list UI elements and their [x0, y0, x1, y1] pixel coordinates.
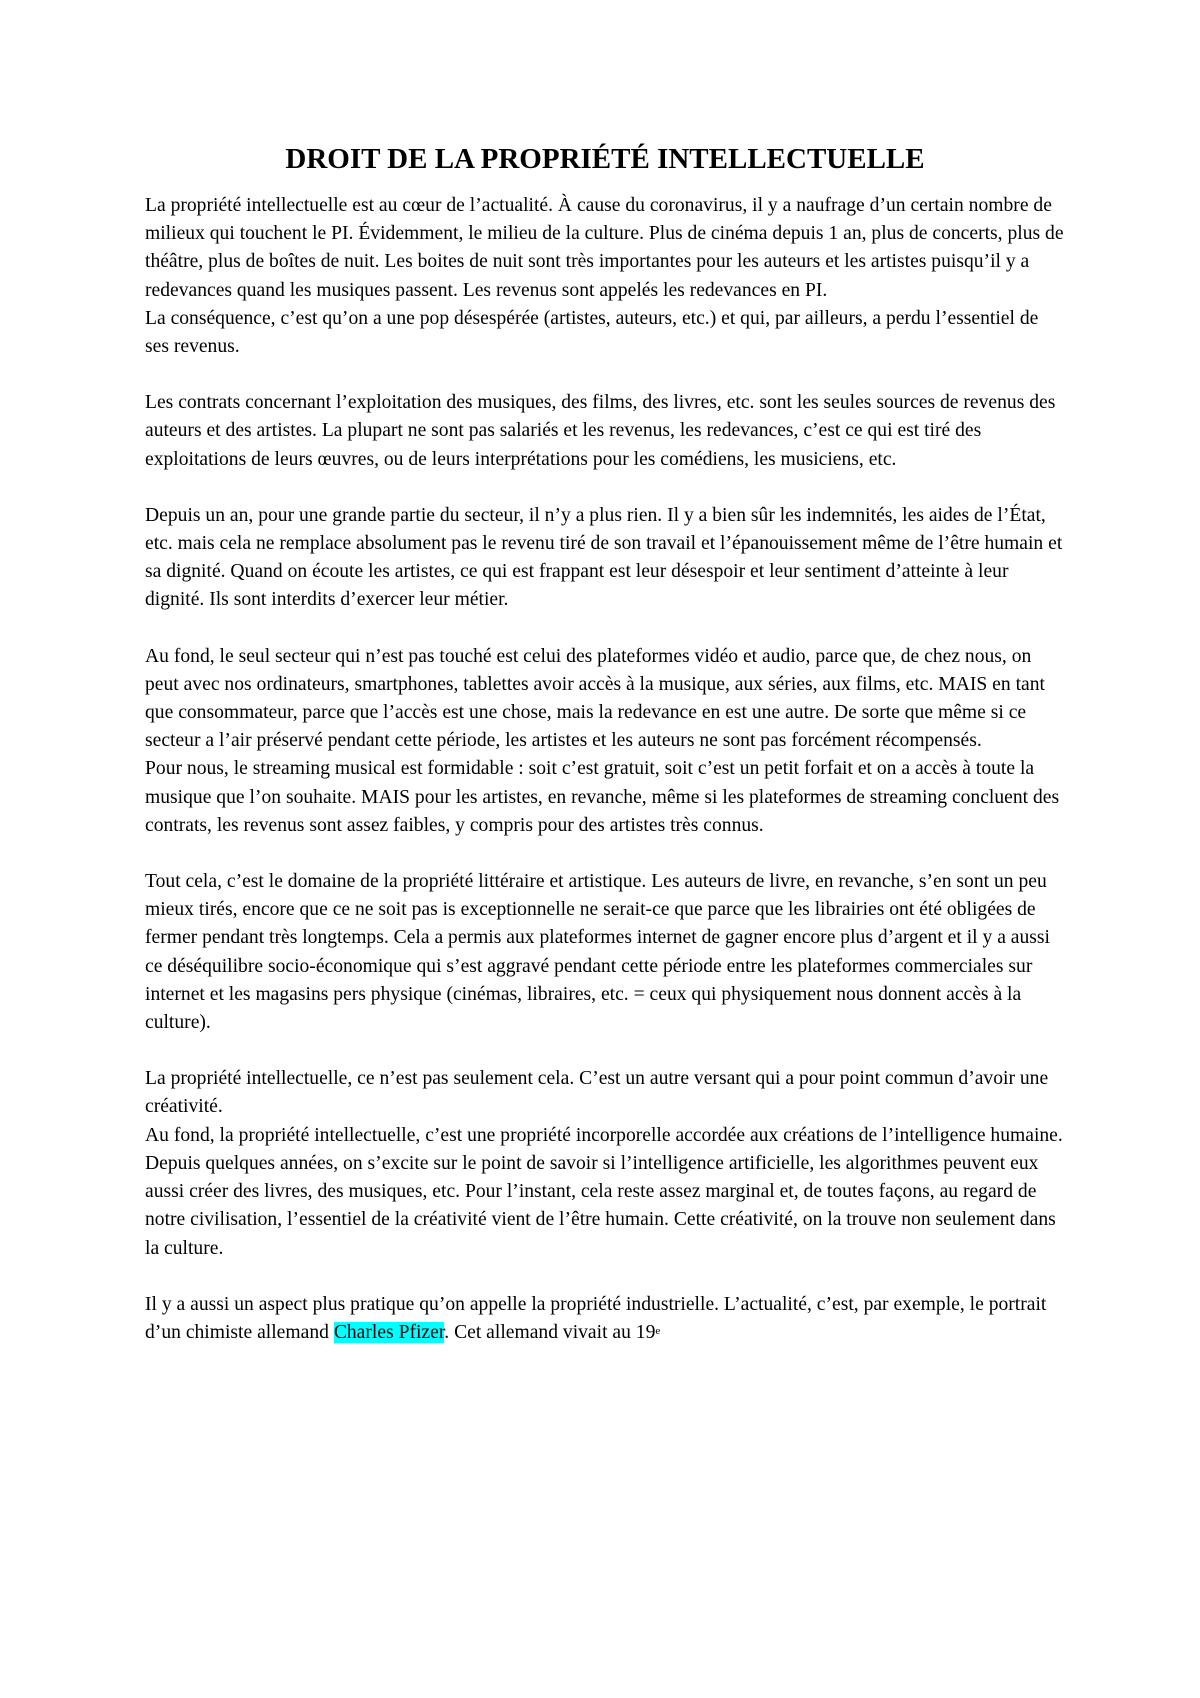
paragraph-10 — [145, 1291, 1065, 1347]
paragraph-9: Au fond, la propriété intellectuelle, c’est une propriété incorporelle accordée aux créations de l’intelligence humaine. Depuis quelques années, on s’excite sur le point de savoir si l’intelligence artificielle, les algorithmes peuvent eux aussi créer des livres, des musiques, etc. Pour l’instant, cela reste assez marginal et, de toutes façons, au regard de notre civilisation, l’essentiel de la créativité vient de l’être humain. Cette créativité, on la trouve non seulement dans la culture. — [145, 1124, 1063, 1259]
paragraph-4: Depuis un an, pour une grande partie du secteur, il n’y a plus rien. Il y a bien sûr les indemnités, les aides de l’État, etc. mais cela ne remplace absolument pas le revenu tiré de son travail et l’épanouissement même de l’être humain et sa dignité. Quand on écoute les artistes, ce qui est frappant est leur désespoir et leur sentiment d’atteinte à leur dignité. Ils sont interdits d’exercer leur métier. — [145, 504, 1063, 611]
paragraph-2: La conséquence, c’est qu’on a une pop désespérée (artistes, auteurs, etc.) et qui, par ailleurs, a perdu l’essentiel de ses revenus. — [145, 307, 1039, 358]
paragraph-8: La propriété intellectuelle, ce n’est pas seulement cela. C’est un autre versant qui a pour point commun d’avoir une créativité. — [145, 1068, 1049, 1118]
paragraph-3: Les contrats concernant l’exploitation des musiques, des films, des livres, etc. sont les seules sources de revenus des auteurs et des artistes. La plupart ne sont pas salariés et les revenus, les redevances, c’est ce qui est tiré des exploitations de leurs œuvres, ou de leurs interprétations pour les comédiens, les musiciens, etc. — [145, 392, 1056, 470]
paragraph-10-text: Il y a aussi un aspect plus pratique qu’on appelle la propriété industrielle. L’actualité, c’est, par exemple, le portrait d’un chimiste allemand — [145, 1293, 1047, 1343]
document-title: DROIT DE LA PROPRIÉTÉ INTELLECTUELLE — [285, 143, 925, 175]
paragraph-7: Tout cela, c’est le domaine de la propriété littéraire et artistique. Les auteurs de livre, en revanche, s’en sont un peu mieux tirés, encore que ce ne soit pas is exceptionnelle ne serait-ce que parce que les librairies ont été obligées de fermer pendant très longtemps. Cela a permis aux plateformes internet de gagner encore plus d’argent et il y a aussi ce déséquilibre socio-économique qui s’est aggravé pendant cette période entre les plateformes commerciales sur internet et les magasins pers physique (cinémas, libraires, etc. = ceux qui physiquement nous donnent accès à la culture). — [145, 871, 1050, 1034]
paragraph-1: La propriété intellectuelle est au cœur de l’actualité. À cause du coronavirus, il y a naufrage d’un certain nombre de milieux qui touchent le PI. Évidemment, le milieu de la culture. Plus de cinéma depuis 1 an, plus de concerts, plus de théâtre, plus de boîtes de nuit. Les boites de nuit sont très importantes pour les auteurs et les artistes puisqu’il y a redevances quand les musiques passent. Les revenus sont appelés les redevances en PI. — [145, 195, 1064, 301]
paragraph-spacer — [145, 474, 1065, 502]
paragraph-6: Pour nous, le streaming musical est formidable : soit c’est gratuit, soit c’est un petit forfait et on a accès à toute la musique que l’on souhaite. MAIS pour les artistes, en revanche, même si les plateformes de streaming concluent des contrats, les revenus sont assez faibles, y compris pour des artistes très connus. — [145, 758, 1060, 836]
paragraph-spacer — [145, 615, 1065, 643]
paragraph-5: Au fond, le seul secteur qui n’est pas touché est celui des plateformes vidéo et audio, parce que, de chez nous, on peut avec nos ordinateurs, smartphones, tablettes avoir accès à la musique, aux séries, aux films, etc. MAIS en tant que consommateur, parce que l’accès est une chose, mais la redevance en est une autre. De sorte que même si ce secteur a l’air préservé pendant cette période, les artistes et les auteurs ne sont pas forcément récompensés. — [145, 645, 1045, 752]
document-page — [145, 140, 1065, 1347]
paragraph-10-text-end: . Cet allemand vivait au 19 — [444, 1321, 656, 1343]
highlighted-name: Charles Pfizer — [333, 1321, 445, 1343]
century-superscript: e — [655, 1324, 661, 1337]
paragraph-spacer — [145, 1263, 1065, 1291]
paragraph-spacer — [145, 1037, 1065, 1065]
paragraph-spacer — [145, 840, 1065, 868]
paragraph-spacer — [145, 361, 1065, 389]
